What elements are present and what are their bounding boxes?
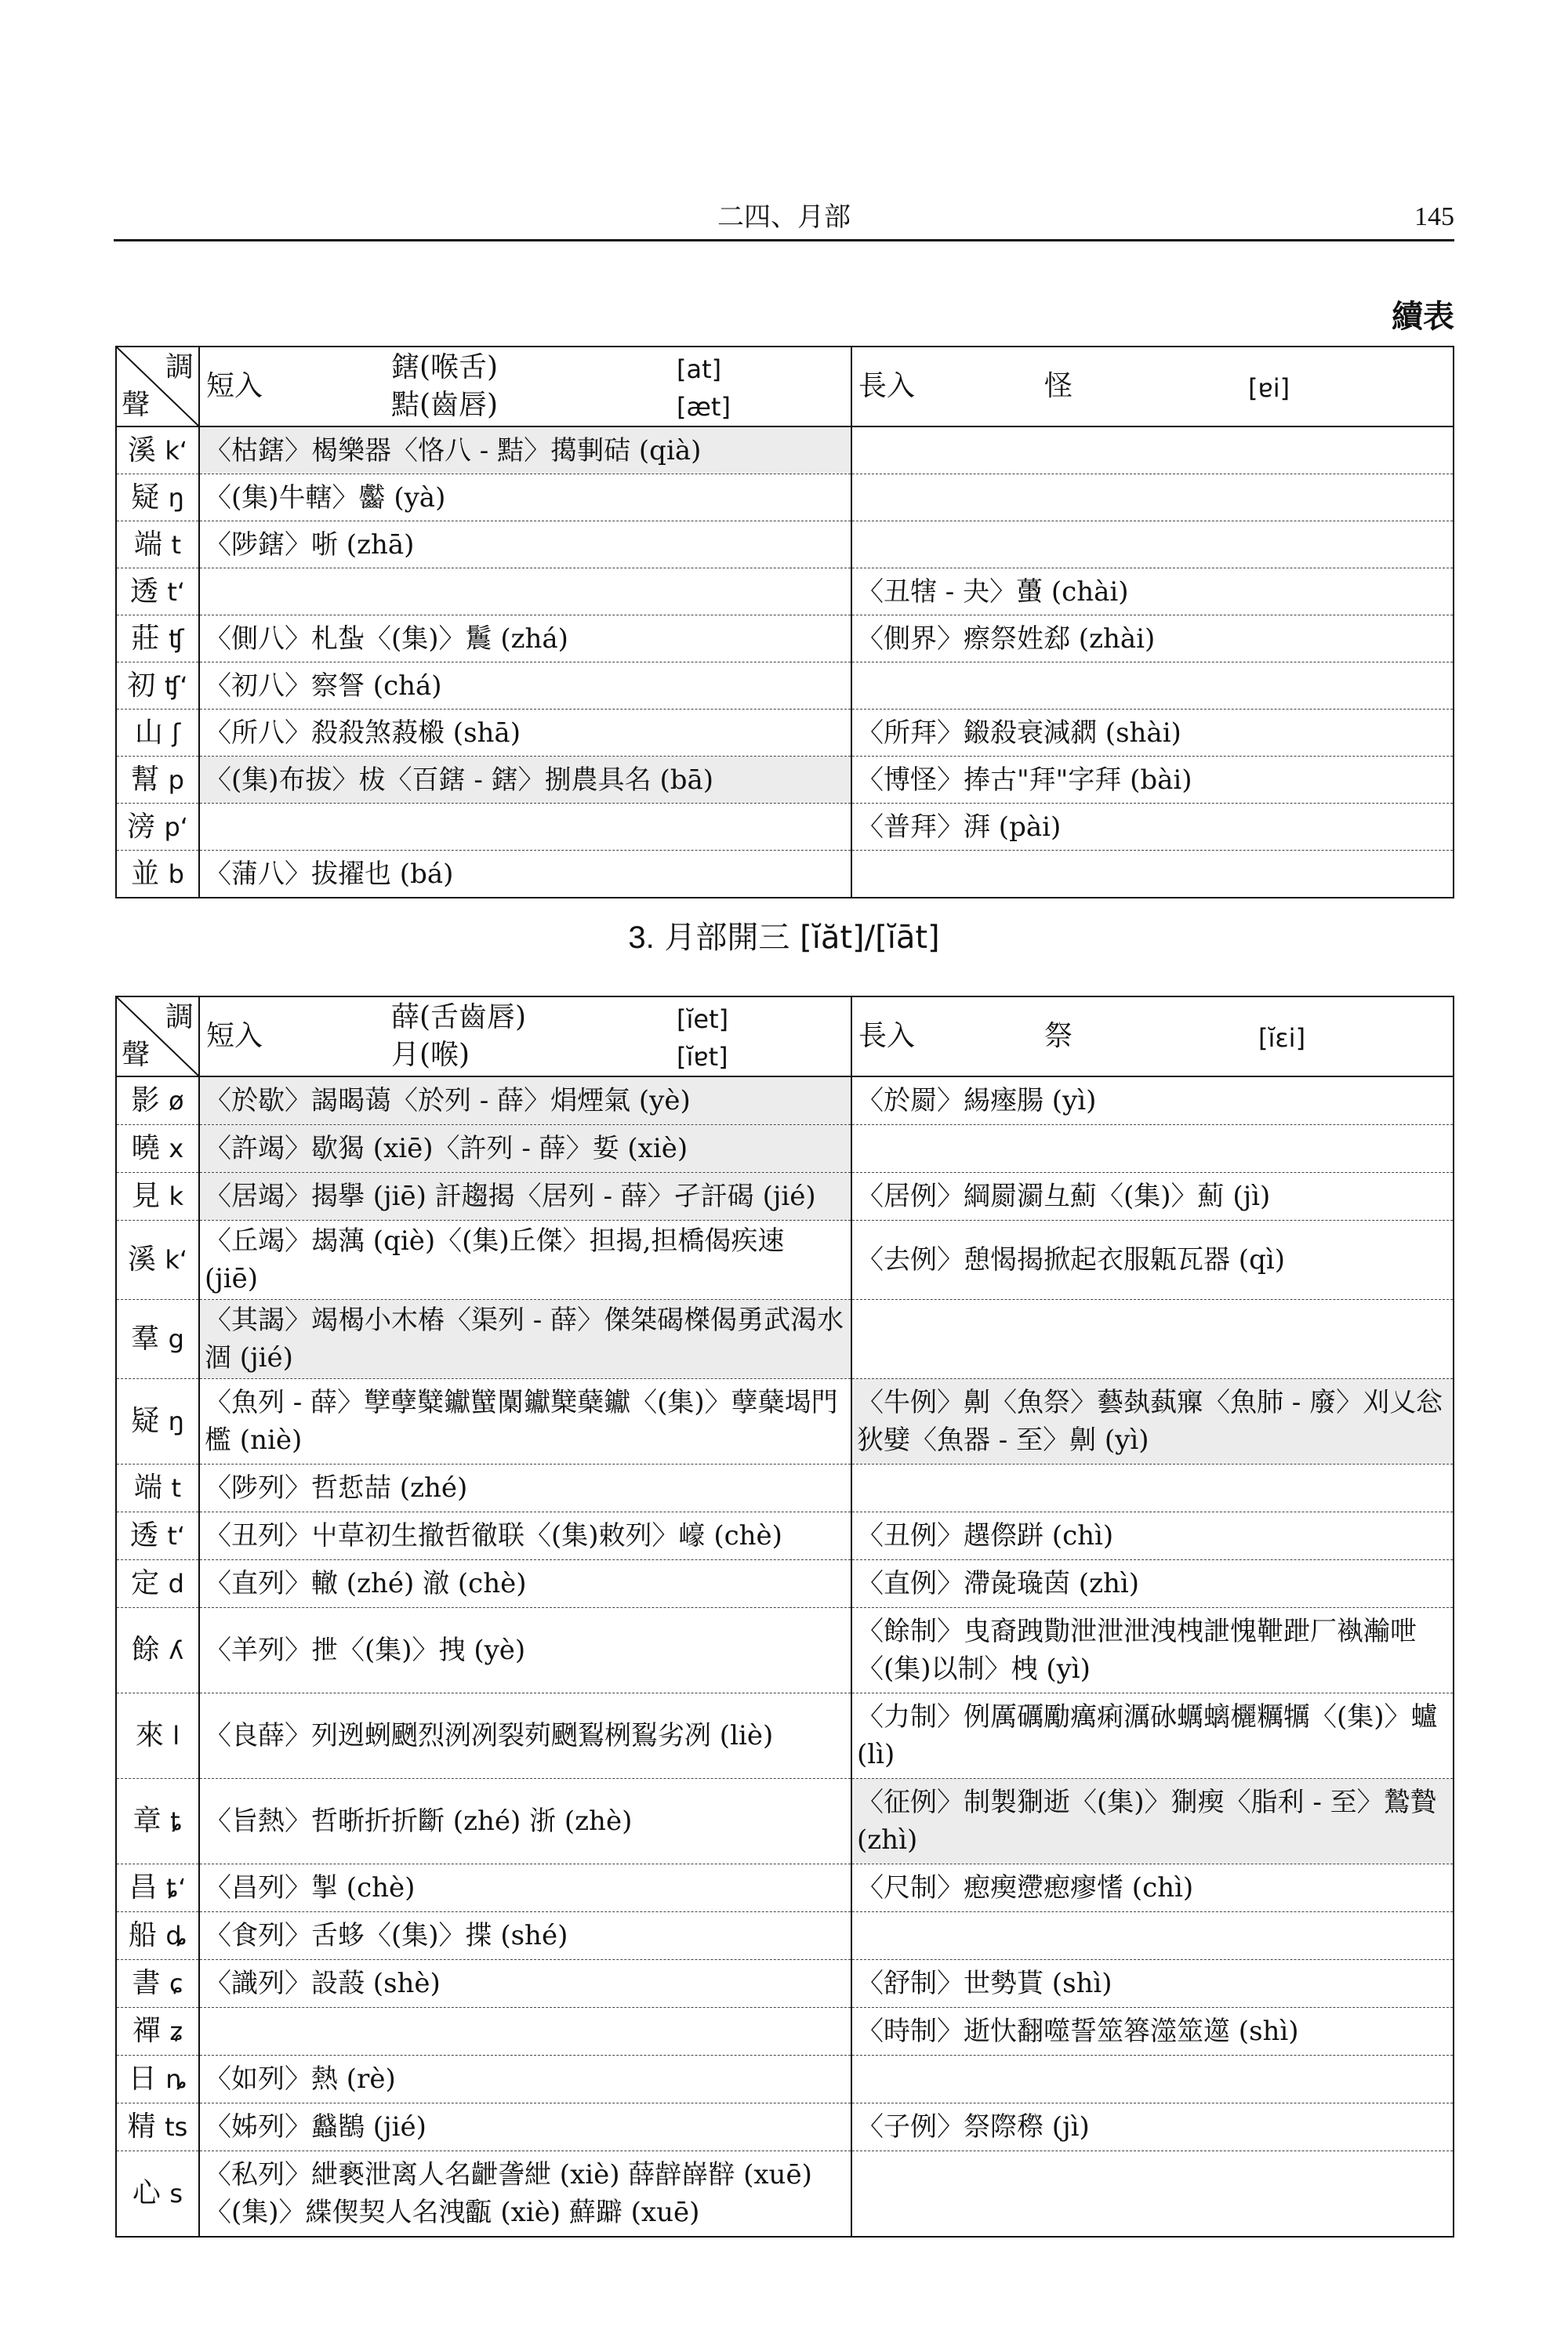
page-number: 145 — [1414, 202, 1454, 231]
short-cell: 〈羊列〉抴〈(集)〉拽 (yè) — [199, 1608, 851, 1693]
initial-ipa: p — [168, 764, 184, 795]
long-cell: 〈餘制〉曳裔跩勩泄泄泄洩栧詍愧靾跇厂褹瀭呭〈(集)以制〉栧 (yì) — [851, 1608, 1454, 1693]
initial-ipa: kʻ — [165, 1245, 188, 1275]
initial-ipa: ʧ — [168, 623, 184, 654]
initial-char: 並 — [131, 857, 160, 890]
short-cell: 〈昌列〉掣 (chè) — [199, 1864, 851, 1912]
short-label: 短入 — [206, 1020, 263, 1052]
initial-ipa: ø — [168, 1086, 184, 1116]
initial-char: 書 — [132, 1967, 161, 1999]
running-title: 二四、月部 — [717, 201, 851, 233]
table-row — [116, 521, 1454, 568]
long-rhyme: 怪 — [1044, 370, 1073, 402]
table-row — [116, 1608, 1454, 1693]
initial-cell — [116, 1125, 199, 1173]
short-cell: 〈許竭〉歇猲 (xiē)〈許列 - 薛〉娎 (xiè) — [199, 1125, 851, 1173]
long-cell: 〈側界〉瘵祭姓郄 (zhài) — [851, 615, 1454, 662]
initial-cell — [116, 1221, 199, 1300]
initial-cell — [116, 1608, 199, 1693]
long-cell — [851, 474, 1454, 521]
long-ipa: [ɐi] — [1248, 373, 1290, 403]
initial-char: 昌 — [129, 1871, 158, 1904]
initial-ipa: ȶʻ — [166, 1873, 187, 1903]
table-row — [116, 804, 1454, 851]
initial-ipa: ʎ — [169, 1635, 184, 1665]
initial-ipa: ȡ — [165, 1921, 187, 1951]
initial-ipa: pʻ — [164, 811, 188, 842]
initial-cell — [116, 757, 199, 804]
section-name: 月部開三 — [664, 920, 790, 956]
long-cell: 〈丑犗 - 夬〉蠆 (chài) — [851, 568, 1454, 615]
initial-cell — [116, 1960, 199, 2008]
initial-cell — [116, 1300, 199, 1379]
initial-char: 心 — [132, 2177, 161, 2209]
long-label: 長入 — [858, 370, 916, 402]
table-row — [116, 710, 1454, 757]
initial-char: 來 — [135, 1719, 164, 1751]
section-title — [114, 916, 1454, 960]
short-cell: 〈(集)布拔〉柭〈百鎋 - 鎋〉捌農具名 (bā) — [199, 757, 851, 804]
initial-char: 見 — [132, 1180, 161, 1212]
long-cell: 〈丑例〉趩傺跰 (chì) — [851, 1512, 1454, 1560]
table1-body — [116, 426, 1454, 898]
table-row — [116, 615, 1454, 662]
short-cell: 〈食列〉舌蛥〈(集)〉揲 (shé) — [199, 1912, 851, 1960]
long-cell: 〈去例〉憩愒揭掀起衣服甈瓦器 (qì) — [851, 1221, 1454, 1300]
corner-cell — [116, 347, 199, 426]
initial-cell — [116, 1379, 199, 1465]
table-row — [116, 1779, 1454, 1864]
initial-ipa: ŋ — [168, 482, 184, 513]
short-cell — [199, 804, 851, 851]
long-cell — [851, 2151, 1454, 2238]
table-row — [116, 1512, 1454, 1560]
initial-cell — [116, 2151, 199, 2238]
initial-char: 影 — [131, 1084, 160, 1116]
table-row — [116, 1560, 1454, 1608]
initial-cell — [116, 1076, 199, 1125]
initial-char: 溪 — [127, 434, 156, 466]
short-cell: 〈直列〉轍 (zhé) 澈 (chè) — [199, 1560, 851, 1608]
initial-cell — [116, 615, 199, 662]
table-row — [116, 757, 1454, 804]
long-rhyme: 祭 — [1044, 1020, 1073, 1052]
initial-cell — [116, 2008, 199, 2056]
short-cell: 〈居竭〉揭擧 (jiē) 訐趨揭〈居列 - 薛〉孑訐碣 (jié) — [199, 1173, 851, 1221]
short-cell: 〈如列〉熱 (rè) — [199, 2056, 851, 2103]
short-cell: 〈姊列〉蠽鶛 (jié) — [199, 2103, 851, 2151]
section-number: 3. — [628, 920, 655, 955]
long-cell: 〈時制〉逝忕翻噬誓筮簭澨筮遾 (shì) — [851, 2008, 1454, 2056]
initial-char: 章 — [132, 1805, 162, 1837]
initial-char: 幫 — [131, 763, 160, 796]
continued-label: 續表 — [1392, 298, 1454, 335]
short-rhyme-1: 薛(舌齒唇) — [391, 1001, 527, 1033]
long-cell: 〈尺制〉瘛瘈懘瘛瘳愭 (chì) — [851, 1864, 1454, 1912]
long-entering-header — [851, 996, 1454, 1076]
corner-tone-label: 調 — [165, 351, 194, 383]
long-cell: 〈博怪〉捧古"拜"字拜 (bài) — [851, 757, 1454, 804]
short-cell — [199, 568, 851, 615]
initial-char: 莊 — [131, 622, 160, 655]
long-cell — [851, 1912, 1454, 1960]
initial-char: 山 — [134, 716, 163, 749]
initial-char: 禪 — [132, 2015, 161, 2047]
initial-cell — [116, 474, 199, 521]
long-cell: 〈力制〉例厲礪勵癘痢濿砅蠣螭欐糲犡〈(集)〉蠦 (lì) — [851, 1693, 1454, 1779]
table-row — [116, 851, 1454, 898]
initial-ipa: tʻ — [167, 576, 186, 607]
short-cell: 〈(集)牛轄〉齾 (yà) — [199, 474, 851, 521]
long-cell: 〈牛例〉劓〈魚祭〉藝埶蓺寱〈魚肺 - 廢〉刈乂忩狄嬖〈魚器 - 至〉劓 (yì) — [851, 1379, 1454, 1465]
initial-cell — [116, 1912, 199, 1960]
long-entering-header — [851, 347, 1454, 426]
initial-cell — [116, 521, 199, 568]
initial-cell — [116, 2056, 199, 2103]
initial-ipa: ɕ — [169, 1969, 183, 1998]
initial-cell — [116, 1864, 199, 1912]
corner-tone-label: 調 — [165, 1001, 194, 1033]
short-cell: 〈所八〉殺殺煞蔱榝 (shā) — [199, 710, 851, 757]
initial-char: 滂 — [127, 810, 156, 843]
initial-char: 端 — [133, 1472, 162, 1504]
initial-ipa: ŋ — [168, 1406, 184, 1436]
table-row — [116, 662, 1454, 710]
long-cell: 〈直例〉滯彘璏茵 (zhì) — [851, 1560, 1454, 1608]
table-row — [116, 426, 1454, 474]
short-ipa-1: [ĭet] — [677, 1004, 729, 1034]
initial-ipa: t — [171, 529, 181, 560]
rime-table-yue-open-3 — [115, 996, 1454, 2238]
short-cell: 〈側八〉札蚻〈(集)〉鬞 (zhá) — [199, 615, 851, 662]
initial-ipa: ȵ — [165, 2064, 187, 2094]
short-cell: 〈魚列 - 薛〉孼孽糱钀蠥闑钀櫱蘖钀〈(集)〉孽蘖堨門檻 (niè) — [199, 1379, 851, 1465]
short-cell: 〈識列〉設蔎 (shè) — [199, 1960, 851, 2008]
corner-initial-label: 聲 — [122, 389, 151, 421]
initial-cell — [116, 662, 199, 710]
table-row — [116, 1960, 1454, 2008]
short-label: 短入 — [206, 370, 263, 402]
initial-ipa: x — [169, 1134, 184, 1163]
table-row — [116, 2103, 1454, 2151]
table-row — [116, 2151, 1454, 2238]
long-cell — [851, 2056, 1454, 2103]
table-row — [116, 1221, 1454, 1300]
initial-cell — [116, 426, 199, 474]
long-cell: 〈居例〉綱罽瀱彑薊〈(集)〉薊 (jì) — [851, 1173, 1454, 1221]
initial-char: 羣 — [131, 1323, 160, 1355]
long-ipa: [ĭɛi] — [1258, 1023, 1306, 1053]
short-cell: 〈於歇〉謁暍蔼〈於列 - 薛〉焆煙氣 (yè) — [199, 1076, 851, 1125]
initial-cell — [116, 851, 199, 898]
initial-ipa: ts — [165, 2112, 188, 2142]
short-cell: 〈蒲八〉拔擢也 (bá) — [199, 851, 851, 898]
initial-char: 船 — [128, 1919, 157, 1951]
initial-ipa: g — [168, 1324, 184, 1354]
long-label: 長入 — [858, 1020, 916, 1052]
table-row — [116, 1912, 1454, 1960]
short-cell — [199, 2008, 851, 2056]
initial-cell — [116, 2103, 199, 2151]
initial-char: 餘 — [131, 1634, 160, 1666]
initial-char: 初 — [127, 669, 156, 702]
initial-cell — [116, 1560, 199, 1608]
short-cell: 〈初八〉察詧 (chá) — [199, 662, 851, 710]
table-header-row — [116, 347, 1454, 426]
long-cell — [851, 521, 1454, 568]
initial-char: 疑 — [131, 1405, 160, 1437]
initial-char: 日 — [128, 2063, 157, 2095]
initial-char: 透 — [129, 575, 158, 608]
short-cell: 〈旨熱〉哲晣折折斷 (zhé) 浙 (zhè) — [199, 1779, 851, 1864]
table2-body — [116, 1076, 1454, 2237]
initial-ipa: tʻ — [167, 1521, 186, 1551]
table-row — [116, 1864, 1454, 1912]
initial-cell — [116, 1512, 199, 1560]
table-row — [116, 2008, 1454, 2056]
initial-cell — [116, 710, 199, 757]
short-cell: 〈良薛〉列迾蛚颲烈洌冽裂茢颲鴷栵鴷劣冽 (liè) — [199, 1693, 851, 1779]
long-cell — [851, 851, 1454, 898]
initial-ipa: s — [169, 2179, 183, 2209]
initial-ipa: l — [172, 1721, 180, 1751]
initial-ipa: ȶ — [170, 1806, 183, 1836]
initial-cell — [116, 1779, 199, 1864]
initial-ipa: t — [171, 1473, 181, 1503]
long-cell — [851, 662, 1454, 710]
initial-char: 溪 — [127, 1243, 156, 1276]
initial-cell — [116, 804, 199, 851]
short-cell: 〈丑列〉屮草初生撤哲徹联〈(集)敕列〉㠙 (chè) — [199, 1512, 851, 1560]
initial-char: 定 — [131, 1567, 160, 1599]
short-entering-header — [199, 996, 851, 1076]
table-row — [116, 474, 1454, 521]
initial-ipa: d — [168, 1569, 184, 1599]
short-cell: 〈其謁〉竭楬小木樁〈渠列 - 薛〉傑桀碣榤偈勇武渴水涸 (jié) — [199, 1300, 851, 1379]
short-cell: 〈陟列〉哲悊喆 (zhé) — [199, 1465, 851, 1512]
initial-cell — [116, 568, 199, 615]
initial-ipa: kʻ — [165, 435, 188, 466]
short-ipa-2: [ĭɐt] — [677, 1042, 728, 1072]
initial-cell — [116, 1173, 199, 1221]
table-row — [116, 1465, 1454, 1512]
section-ipa: [ĭăt]/[ĭāt] — [800, 920, 940, 956]
table-row — [116, 1300, 1454, 1379]
initial-cell — [116, 1693, 199, 1779]
long-cell: 〈於罽〉緆瘞腸 (yì) — [851, 1076, 1454, 1125]
corner-initial-label: 聲 — [122, 1039, 151, 1071]
initial-ipa: b — [168, 858, 184, 889]
short-cell: 〈丘竭〉朅蕅 (qiè)〈(集)丘傑〉担揭,担橋偈疾速 (jiē) — [199, 1221, 851, 1300]
initial-char: 透 — [129, 1519, 158, 1552]
initial-cell — [116, 1465, 199, 1512]
initial-char: 精 — [127, 2111, 156, 2143]
short-rhyme-1: 鎋(喉舌) — [391, 351, 499, 383]
short-cell: 〈私列〉紲褻泄离人名齛詟紲 (xiè) 薛辪嶭辥 (xuē)〈(集)〉緤偰契人名洩㽌 (xiè) 蘚躃 (xuē) — [199, 2151, 851, 2238]
initial-ipa: ʑ — [169, 2016, 183, 2046]
table-row — [116, 1076, 1454, 1125]
long-cell — [851, 1125, 1454, 1173]
long-cell: 〈征例〉制製猘逝〈(集)〉猘瘈〈脂利 - 至〉鷙贄 (zhì) — [851, 1779, 1454, 1864]
table-row — [116, 1379, 1454, 1465]
short-rhyme-2: 黠(齒唇) — [391, 389, 499, 421]
long-cell — [851, 426, 1454, 474]
initial-char: 疑 — [131, 481, 160, 514]
short-rhyme-2: 月(喉) — [391, 1039, 470, 1071]
long-cell: 〈子例〉祭際穄 (jì) — [851, 2103, 1454, 2151]
short-entering-header — [199, 347, 851, 426]
table-row — [116, 2056, 1454, 2103]
initial-ipa: k — [169, 1181, 183, 1211]
table-row — [116, 1173, 1454, 1221]
table-row — [116, 1125, 1454, 1173]
long-cell — [851, 1300, 1454, 1379]
short-cell: 〈枯鎋〉楬樂器〈恪八 - 黠〉擖剚硈 (qià) — [199, 426, 851, 474]
running-head — [114, 200, 1454, 241]
short-cell: 〈陟鎋〉哳 (zhā) — [199, 521, 851, 568]
corner-cell — [116, 996, 199, 1076]
initial-ipa: ʃ — [172, 717, 181, 748]
initial-char: 曉 — [131, 1132, 160, 1164]
short-ipa-1: [at] — [677, 354, 722, 384]
table-row — [116, 1693, 1454, 1779]
long-cell — [851, 1465, 1454, 1512]
table-header-row — [116, 996, 1454, 1076]
short-ipa-2: [æt] — [677, 392, 731, 422]
table-row — [116, 568, 1454, 615]
long-cell: 〈所拜〉鎩殺衰減閷 (shài) — [851, 710, 1454, 757]
initial-ipa: ʧʻ — [164, 670, 188, 701]
long-cell: 〈舒制〉世勢貰 (shì) — [851, 1960, 1454, 2008]
long-cell: 〈普拜〉湃 (pài) — [851, 804, 1454, 851]
rime-table-continued — [115, 346, 1454, 898]
initial-char: 端 — [133, 528, 162, 561]
